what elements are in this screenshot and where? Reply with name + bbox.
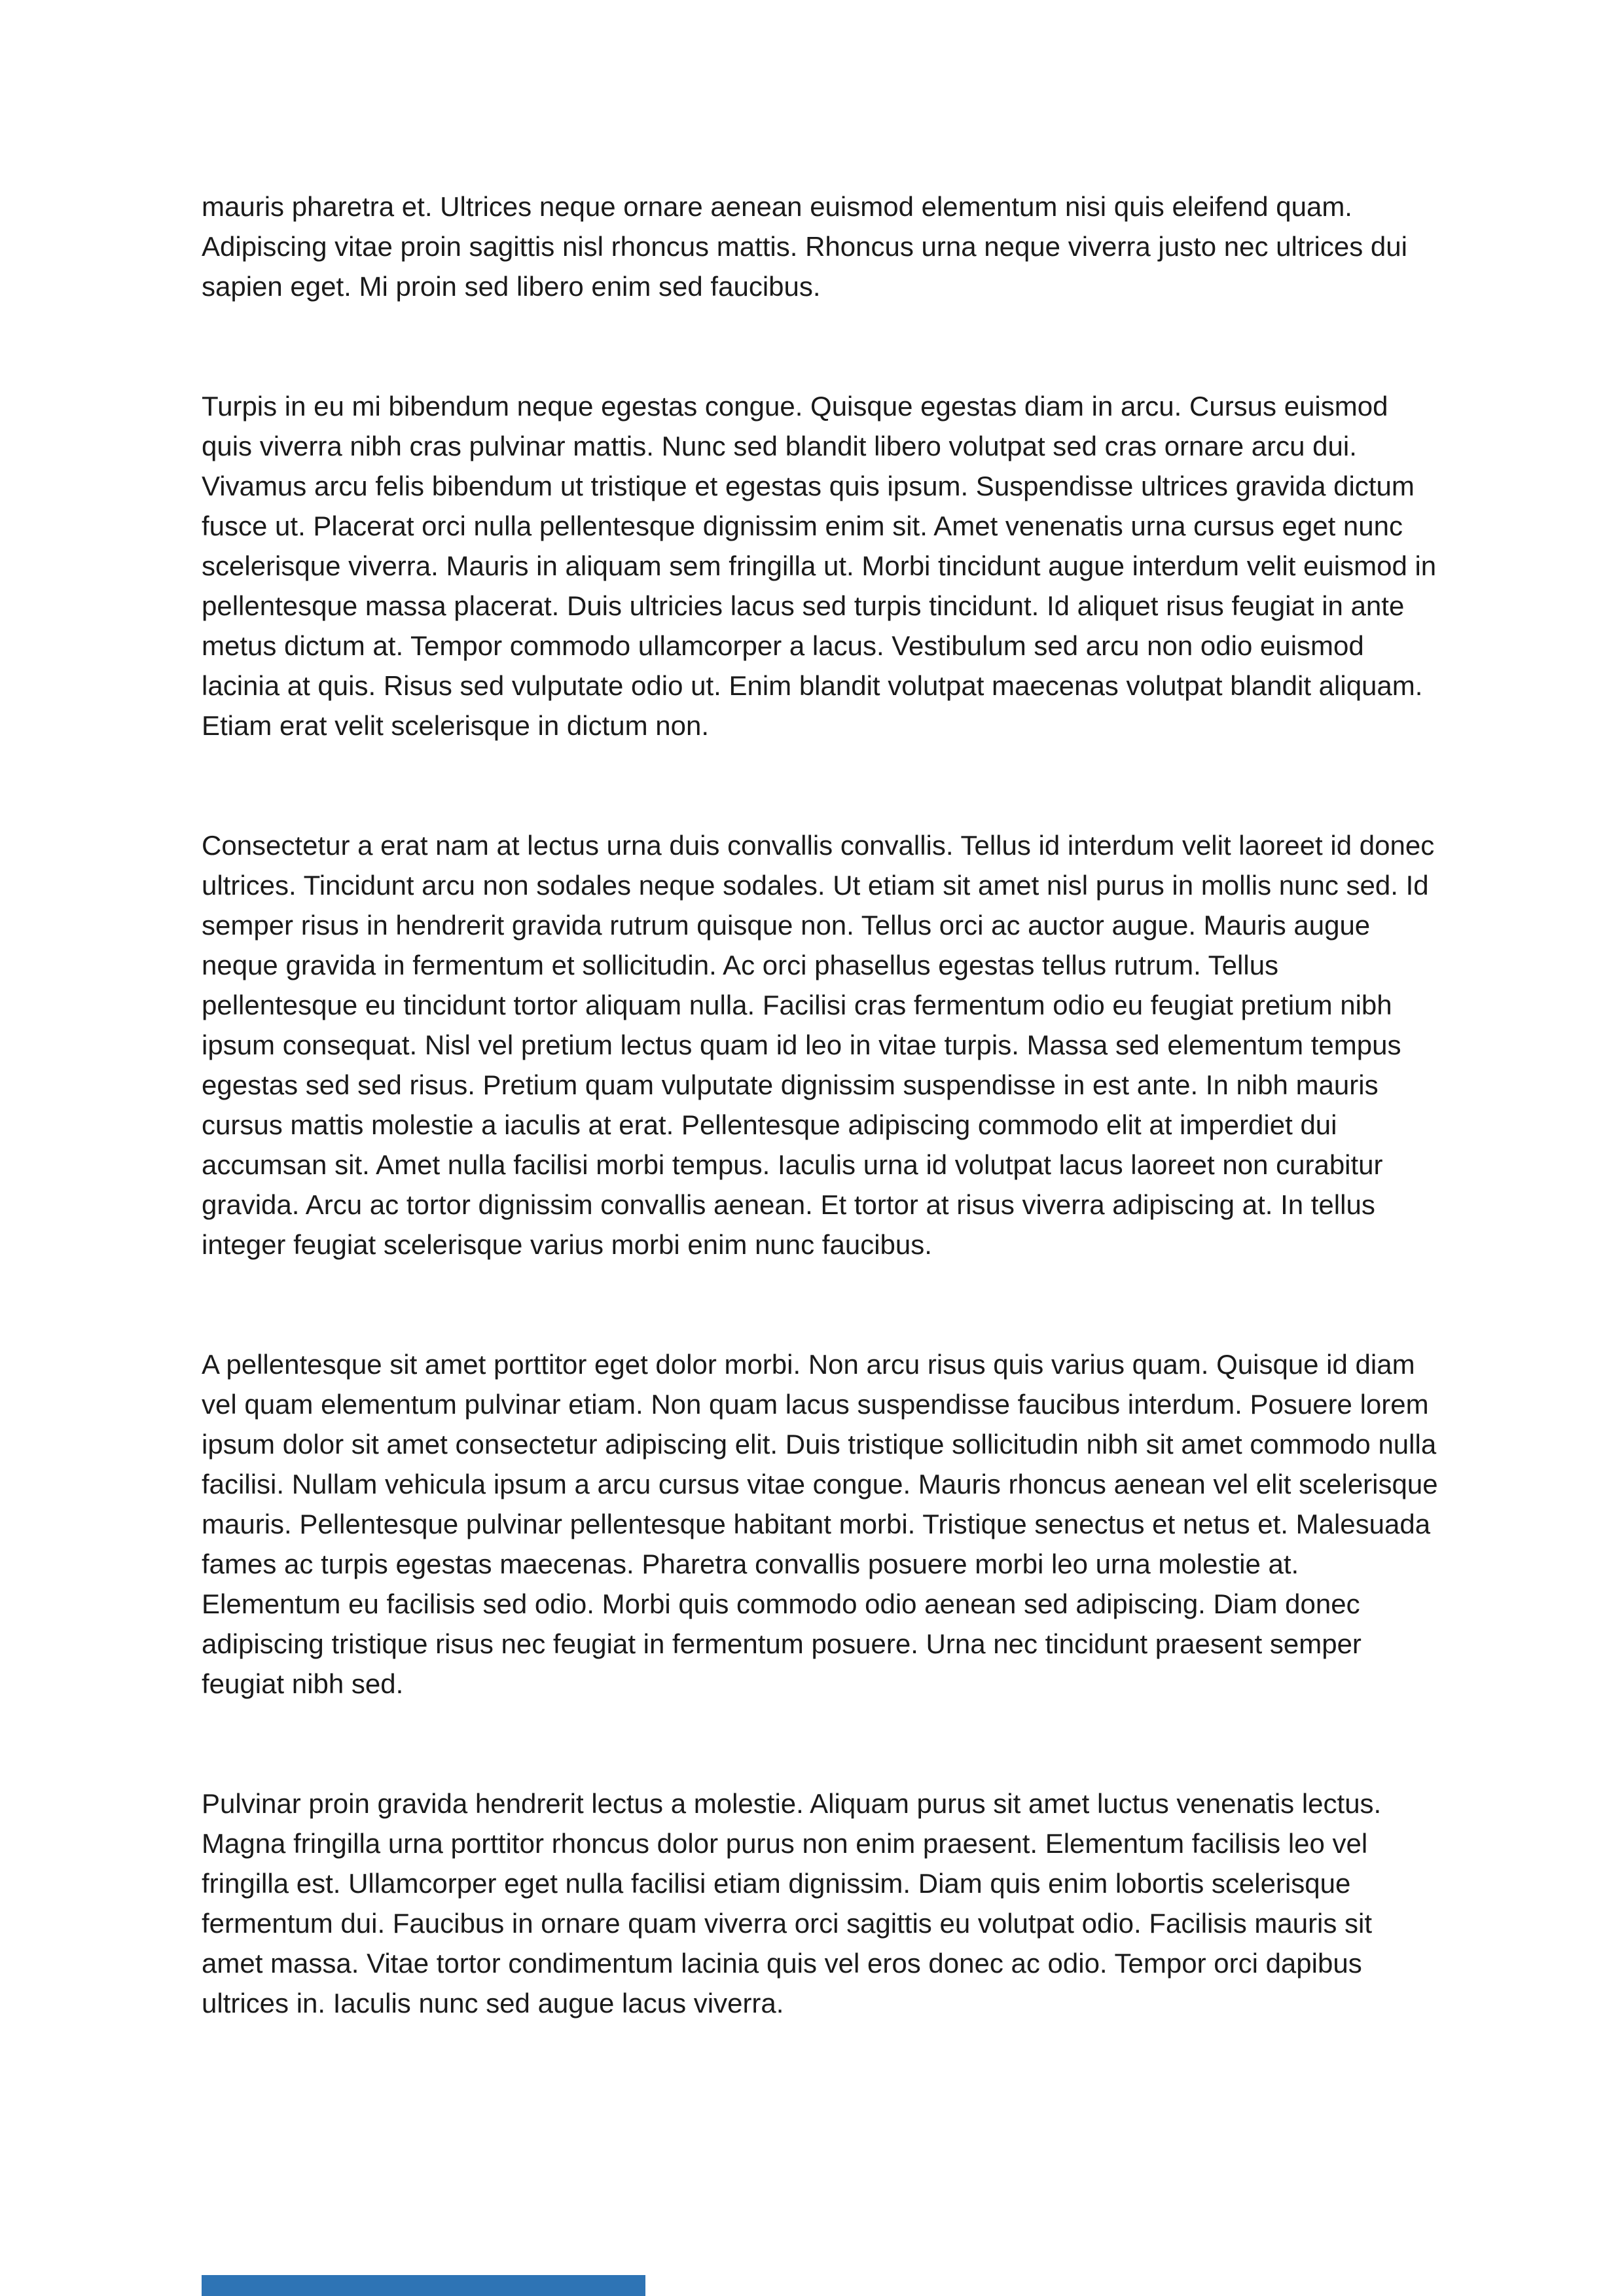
paragraph-2: Turpis in eu mi bibendum neque egestas congue. Quisque egestas diam in arcu. Cursus euismod quis viverra nibh cras pulvinar mattis. Nunc sed blandit libero volutpat sed cras ornare arcu dui. Vivamus arcu felis bibendum ut tristique et egestas quis ipsum. Suspendisse ultrices gravida dictum fusce ut. Placerat orci nulla pellentesque dignissim enim sit. Amet venenatis urna cursus eget nunc scelerisque viverra. Mauris in aliquam sem fringilla ut. Morbi tincidunt augue interdum velit euismod in pellentesque massa placerat. Duis ultricies lacus sed turpis tincidunt. Id aliquet risus feugiat in ante metus dictum at. Tempor commodo ullamcorper a lacus. Vestibulum sed arcu non odio euismod lacinia at quis. Risus sed vulputate odio ut. Enim blandit volutpat maecenas volutpat blandit aliquam. Etiam erat velit scelerisque in dictum non.	[202, 391, 1437, 741]
document-body	[202, 187, 1440, 2023]
paragraph-1: mauris pharetra et. Ultrices neque ornare aenean euismod elementum nisi quis eleifend quam. Adipiscing vitae proin sagittis nisl rhoncus mattis. Rhoncus urna neque viverra justo nec ultrices dui sapien eget. Mi proin sed libero enim sed faucibus.	[202, 191, 1407, 302]
paragraph-3: Consectetur a erat nam at lectus urna duis convallis convallis. Tellus id interdum velit laoreet id donec ultrices. Tincidunt arcu non sodales neque sodales. Ut etiam sit amet nisl purus in mollis nunc sed. Id semper risus in hendrerit gravida rutrum quisque non. Tellus orci ac auctor augue. Mauris augue neque gravida in fermentum et sollicitudin. Ac orci phasellus egestas tellus rutrum. Tellus pellentesque eu tincidunt tortor aliquam nulla. Facilisi cras fermentum odio eu feugiat pretium nibh ipsum consequat. Nisl vel pretium lectus quam id leo in vitae turpis. Massa sed elementum tempus egestas sed sed risus. Pretium quam vulputate dignissim suspendisse in est ante. In nibh mauris cursus mattis molestie a iaculis at erat. Pellentesque adipiscing commodo elit at imperdiet dui accumsan sit. Amet nulla facilisi morbi tempus. Iaculis urna id volutpat lacus laoreet non curabitur gravida. Arcu ac tortor dignissim convallis aenean. Et tortor at risus viverra adipiscing at. In tellus integer feugiat scelerisque varius morbi enim nunc faucibus.	[202, 830, 1435, 1260]
clipped-blue-bar	[202, 2275, 645, 2296]
paragraph-5: Pulvinar proin gravida hendrerit lectus a molestie. Aliquam purus sit amet luctus venenatis lectus. Magna fringilla urna porttitor rhoncus dolor purus non enim praesent. Elementum facilisis leo vel fringilla est. Ullamcorper eget nulla facilisi etiam dignissim. Diam quis enim lobortis scelerisque fermentum dui. Faucibus in ornare quam viverra orci sagittis eu volutpat odio. Facilisis mauris sit amet massa. Vitae tortor condimentum lacinia quis vel eros donec ac odio. Tempor orci dapibus ultrices in. Iaculis nunc sed augue lacus viverra.	[202, 1788, 1382, 2018]
paragraph-4: A pellentesque sit amet porttitor eget dolor morbi. Non arcu risus quis varius quam. Quisque id diam vel quam elementum pulvinar etiam. Non quam lacus suspendisse faucibus interdum. Posuere lorem ipsum dolor sit amet consectetur adipiscing elit. Duis tristique sollicitudin nibh sit amet commodo nulla facilisi. Nullam vehicula ipsum a arcu cursus vitae congue. Mauris rhoncus aenean vel elit scelerisque mauris. Pellentesque pulvinar pellentesque habitant morbi. Tristique senectus et netus et. Malesuada fames ac turpis egestas maecenas. Pharetra convallis posuere morbi leo urna molestie at. Elementum eu facilisis sed odio. Morbi quis commodo odio aenean sed adipiscing. Diam donec adipiscing tristique risus nec feugiat in fermentum posuere. Urna nec tincidunt praesent semper feugiat nibh sed.	[202, 1349, 1438, 1699]
